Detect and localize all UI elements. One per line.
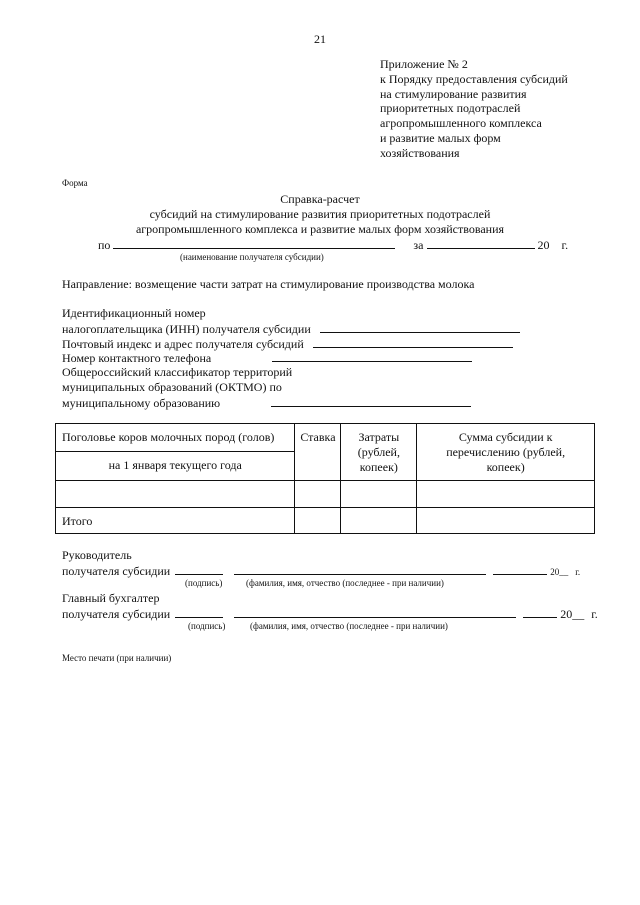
recipient-period-line (98, 237, 568, 253)
header-costs-line: копеек) (359, 460, 398, 474)
header-cows-date-label: на 1 января текущего года (108, 458, 242, 472)
appendix-block (380, 57, 610, 161)
total-costs[interactable] (341, 508, 417, 534)
document-subtitle-line2: агропромышленного комплекса и развитие малых форм хозяйствования (135, 222, 505, 236)
inn-row (62, 321, 520, 337)
total-row (56, 508, 595, 534)
head-signature-caption: (подпись) (185, 578, 223, 588)
header-costs-line: (рублей, (357, 445, 400, 459)
total-label: Итого (62, 514, 93, 528)
cell-rate[interactable] (295, 481, 341, 508)
accountant-name-caption: (фамилия, имя, отчество (последнее - при наличии) (250, 621, 448, 631)
accountant-row (62, 606, 598, 622)
phone-row (62, 350, 472, 366)
postal-field[interactable] (313, 336, 513, 348)
total-rate[interactable] (295, 508, 341, 534)
appendix-line: приоритетных подотраслей (380, 101, 521, 116)
year-suffix: г. (561, 238, 569, 252)
header-subsidy-line: Сумма субсидии к (458, 430, 553, 444)
header-costs-line: Затраты (358, 430, 400, 444)
period-field[interactable] (427, 237, 535, 249)
total-label-cell (56, 508, 295, 534)
document-subtitle-line1: субсидий на стимулирование развития приоритетных подотраслей (149, 207, 491, 221)
header-rate-label: Ставка (300, 430, 336, 444)
header-cows-label: Поголовье коров молочных пород (голов) (62, 430, 275, 444)
postal-label: Почтовый индекс и адрес получателя субсидий (62, 337, 304, 351)
head-name-field[interactable] (234, 563, 486, 575)
stamp-place: Место печати (при наличии) (62, 653, 172, 663)
oktmo-label-line3: муниципальному образованию (62, 396, 221, 410)
head-signature-field[interactable] (175, 563, 223, 575)
po-label: по (98, 238, 111, 252)
total-subsidy[interactable] (417, 508, 595, 534)
appendix-line: к Порядку предоставления субсидий (380, 71, 568, 86)
header-cows-date (56, 452, 295, 481)
accountant-date-field[interactable] (523, 606, 557, 618)
appendix-line: на стимулирование развития (380, 86, 527, 101)
appendix-line: агропромышленного комплекса (380, 116, 542, 131)
accountant-year: 20__ (560, 607, 585, 621)
header-cows (56, 424, 295, 452)
page-number: 21 (314, 32, 326, 46)
year-label: 20 (537, 238, 550, 252)
cell-subsidy[interactable] (417, 481, 595, 508)
accountant-label-line2: получателя субсидии (62, 607, 171, 621)
head-year: 20__ (550, 567, 569, 577)
direction-text: Направление: возмещение части затрат на стимулирование производства молока (62, 277, 475, 291)
accountant-signature-caption: (подпись) (188, 621, 226, 631)
head-label-line1: Руководитель (62, 548, 132, 562)
recipient-caption: (наименование получателя субсидии) (180, 252, 324, 262)
oktmo-row (62, 395, 471, 411)
oktmo-label-line2: муниципальных образований (ОКТМО) по (62, 380, 282, 394)
header-subsidy-line: перечислению (рублей, (446, 445, 566, 459)
accountant-signature-field[interactable] (175, 606, 223, 618)
za-label: за (413, 238, 424, 252)
head-date-field[interactable] (493, 563, 547, 575)
phone-label: Номер контактного телефона (62, 351, 212, 365)
accountant-label-line1: Главный бухгалтер (62, 591, 160, 605)
inn-label-line2: налогоплательщика (ИНН) получателя субсидии (62, 322, 311, 336)
head-row (62, 563, 580, 579)
head-label-line2: получателя субсидии (62, 564, 171, 578)
accountant-name-field[interactable] (234, 606, 516, 618)
header-subsidy-amount (417, 424, 595, 481)
inn-label-line1: Идентификационный номер (62, 306, 206, 320)
inn-field[interactable] (320, 321, 520, 333)
phone-field[interactable] (272, 350, 472, 362)
appendix-line: хозяйствования (380, 145, 460, 160)
cell-cows[interactable] (56, 481, 295, 508)
appendix-line: Приложение № 2 (380, 57, 468, 71)
cell-costs[interactable] (341, 481, 417, 508)
header-subsidy-line: копеек) (486, 460, 525, 474)
oktmo-label-line1: Общероссийский классификатор территорий (62, 365, 293, 379)
document-title: Справка-расчет (280, 192, 360, 206)
head-name-caption: (фамилия, имя, отчество (последнее - при наличии) (246, 578, 444, 588)
subsidy-table (55, 423, 595, 534)
accountant-year-suffix: г. (591, 607, 598, 621)
head-year-suffix: г. (575, 567, 581, 577)
table-row (56, 481, 595, 508)
oktmo-field[interactable] (271, 395, 471, 407)
header-costs (341, 424, 417, 481)
form-label: Форма (62, 178, 88, 188)
appendix-line: и развитие малых форм (380, 130, 501, 145)
header-rate (295, 424, 341, 481)
recipient-name-field[interactable] (113, 237, 395, 249)
